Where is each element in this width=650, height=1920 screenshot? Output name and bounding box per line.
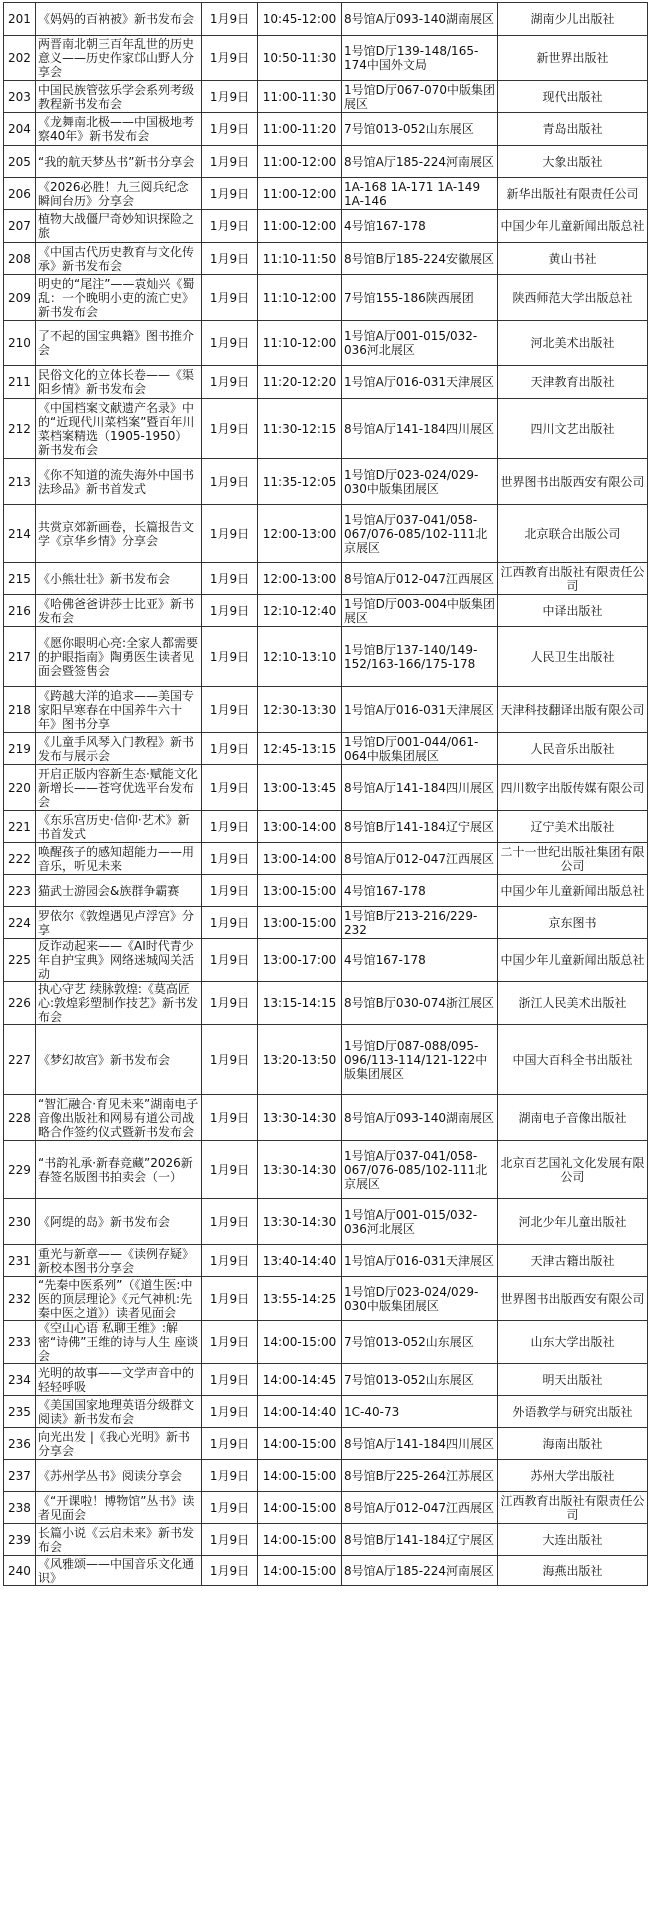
event-venue: 1号馆B厅137-140/149-152/163-166/175-178: [342, 627, 498, 687]
event-number: 227: [4, 1025, 36, 1095]
event-date: 1月9日: [202, 505, 258, 563]
event-venue: 8号馆A厅185-224河南展区: [342, 1556, 498, 1586]
event-publisher: 大连出版社: [498, 1524, 648, 1556]
event-number: 216: [4, 595, 36, 627]
event-date: 1月9日: [202, 275, 258, 321]
event-date: 1月9日: [202, 178, 258, 210]
event-publisher: 中译出版社: [498, 595, 648, 627]
table-row: [4, 1245, 648, 1277]
event-number: 210: [4, 321, 36, 366]
event-time: 11:20-12:20: [258, 366, 342, 399]
event-publisher: 陕西师范大学出版总社: [498, 275, 648, 321]
event-venue: 1号馆A厅016-031天津展区: [342, 687, 498, 733]
event-title: 中国民族管弦乐学会系列考级教程新书发布会: [36, 81, 202, 113]
event-date: 1月9日: [202, 3, 258, 36]
event-publisher: 山东大学出版社: [498, 1321, 648, 1364]
event-publisher: 新世界出版社: [498, 36, 648, 81]
event-title: 共赏京郊新画卷，长篇报告文学《京华乡情》分享会: [36, 505, 202, 563]
event-venue: 4号馆167-178: [342, 210, 498, 243]
event-venue: 4号馆167-178: [342, 875, 498, 907]
event-date: 1月9日: [202, 366, 258, 399]
event-venue: 1A-168 1A-171 1A-149 1A-146: [342, 178, 498, 210]
event-title: 《苏州学丛书》阅读分享会: [36, 1460, 202, 1492]
event-time: 13:55-14:25: [258, 1277, 342, 1321]
event-venue: 8号馆A厅185-224河南展区: [342, 146, 498, 178]
event-venue: 1号馆A厅016-031天津展区: [342, 366, 498, 399]
event-number: 204: [4, 113, 36, 146]
event-publisher: 天津科技翻译出版有限公司: [498, 687, 648, 733]
event-publisher: 天津教育出版社: [498, 366, 648, 399]
event-rows: [4, 3, 648, 1586]
event-number: 209: [4, 275, 36, 321]
table-row: [4, 875, 648, 907]
table-row: [4, 1277, 648, 1321]
event-time: 12:10-12:40: [258, 595, 342, 627]
event-title: 《中国古代历史教育与文化传承》新书发布会: [36, 243, 202, 275]
event-time: 11:30-12:15: [258, 399, 342, 459]
event-time: 14:00-15:00: [258, 1460, 342, 1492]
event-venue: 8号馆B厅225-264江苏展区: [342, 1460, 498, 1492]
event-venue: 7号馆155-186陕西展团: [342, 275, 498, 321]
event-venue: 8号馆A厅093-140湖南展区: [342, 1095, 498, 1141]
event-title: 民俗文化的立体长卷——《渠阳乡情》新书发布会: [36, 366, 202, 399]
event-time: 11:10-12:00: [258, 321, 342, 366]
event-date: 1月9日: [202, 627, 258, 687]
event-publisher: 河北美术出版社: [498, 321, 648, 366]
event-number: 202: [4, 36, 36, 81]
event-title: 《东乐宫历史·信仰·艺术》新书首发式: [36, 811, 202, 843]
event-venue: 1号馆D厅139-148/165-174中国外文局: [342, 36, 498, 81]
event-number: 203: [4, 81, 36, 113]
event-venue: 7号馆013-052山东展区: [342, 1364, 498, 1396]
event-date: 1月9日: [202, 843, 258, 875]
event-number: 212: [4, 399, 36, 459]
event-publisher: 北京百艺国礼文化发展有限公司: [498, 1141, 648, 1199]
event-venue: 1号馆D厅067-070中版集团展区: [342, 81, 498, 113]
event-publisher: 新华出版社有限责任公司: [498, 178, 648, 210]
event-publisher: 中国大百科全书出版社: [498, 1025, 648, 1095]
event-date: 1月9日: [202, 113, 258, 146]
event-venue: 8号馆B厅141-184辽宁展区: [342, 811, 498, 843]
event-number: 226: [4, 982, 36, 1025]
event-number: 220: [4, 765, 36, 811]
event-date: 1月9日: [202, 321, 258, 366]
table-row: [4, 1428, 648, 1460]
event-title: 《小熊壮壮》新书发布会: [36, 563, 202, 595]
event-date: 1月9日: [202, 243, 258, 275]
event-date: 1月9日: [202, 1428, 258, 1460]
event-date: 1月9日: [202, 1364, 258, 1396]
event-date: 1月9日: [202, 875, 258, 907]
event-time: 11:00-12:00: [258, 146, 342, 178]
event-publisher: 青岛出版社: [498, 113, 648, 146]
event-number: 214: [4, 505, 36, 563]
event-date: 1月9日: [202, 399, 258, 459]
event-venue: 4号馆167-178: [342, 939, 498, 982]
event-date: 1月9日: [202, 36, 258, 81]
event-date: 1月9日: [202, 1556, 258, 1586]
table-row: [4, 1396, 648, 1428]
event-time: 14:00-15:00: [258, 1492, 342, 1524]
event-time: 11:10-11:50: [258, 243, 342, 275]
event-venue: 1号馆A厅001-015/032-036河北展区: [342, 1199, 498, 1245]
event-title: 植物大战僵尸奇妙知识探险之旅: [36, 210, 202, 243]
event-title: 两晋南北朝三百年乱世的历史意义——历史作家邙山野人分享会: [36, 36, 202, 81]
table-row: [4, 1460, 648, 1492]
event-title: 《阿缇的岛》新书发布会: [36, 1199, 202, 1245]
event-publisher: 现代出版社: [498, 81, 648, 113]
table-row: [4, 505, 648, 563]
table-row: [4, 3, 648, 36]
event-publisher: 江西教育出版社有限责任公司: [498, 1492, 648, 1524]
event-number: 219: [4, 733, 36, 765]
event-time: 14:00-15:00: [258, 1556, 342, 1586]
event-publisher: 湖南电子音像出版社: [498, 1095, 648, 1141]
event-publisher: 浙江人民美术出版社: [498, 982, 648, 1025]
event-publisher: 天津古籍出版社: [498, 1245, 648, 1277]
event-time: 11:00-12:00: [258, 210, 342, 243]
event-publisher: 海南出版社: [498, 1428, 648, 1460]
event-time: 11:00-11:30: [258, 81, 342, 113]
event-date: 1月9日: [202, 1245, 258, 1277]
event-number: 201: [4, 3, 36, 36]
table-row: [4, 243, 648, 275]
event-time: 12:30-13:30: [258, 687, 342, 733]
event-time: 13:00-14:00: [258, 843, 342, 875]
table-row: [4, 210, 648, 243]
table-row: [4, 765, 648, 811]
event-venue: 8号馆B厅030-074浙江展区: [342, 982, 498, 1025]
event-time: 13:15-14:15: [258, 982, 342, 1025]
table-row: [4, 146, 648, 178]
event-date: 1月9日: [202, 1524, 258, 1556]
event-publisher: 湖南少儿出版社: [498, 3, 648, 36]
event-title: 《空山心语 私聊王维》:解密“诗佛”王维的诗与人生 座谈会: [36, 1321, 202, 1364]
event-time: 13:00-14:00: [258, 811, 342, 843]
event-publisher: 黄山书社: [498, 243, 648, 275]
event-publisher: 中国少年儿童新闻出版总社: [498, 210, 648, 243]
event-number: 235: [4, 1396, 36, 1428]
event-venue: 1号馆D厅087-088/095-096/113-114/121-122中版集团展区: [342, 1025, 498, 1095]
event-venue: 8号馆A厅012-047江西展区: [342, 1492, 498, 1524]
event-number: 233: [4, 1321, 36, 1364]
event-title: 重光与新章——《读例存疑》新校本图书分享会: [36, 1245, 202, 1277]
event-venue: 1号馆B厅213-216/229-232: [342, 907, 498, 939]
event-venue: 1号馆A厅016-031天津展区: [342, 1245, 498, 1277]
event-time: 11:00-11:20: [258, 113, 342, 146]
table-row: [4, 733, 648, 765]
event-date: 1月9日: [202, 1321, 258, 1364]
table-row: [4, 1141, 648, 1199]
event-publisher: 四川数字出版传媒有限公司: [498, 765, 648, 811]
event-date: 1月9日: [202, 1460, 258, 1492]
table-row: [4, 366, 648, 399]
event-title: 长篇小说《云启未来》新书发布会: [36, 1524, 202, 1556]
table-row: [4, 1524, 648, 1556]
event-time: 13:00-15:00: [258, 875, 342, 907]
event-number: 222: [4, 843, 36, 875]
event-publisher: 人民音乐出版社: [498, 733, 648, 765]
table-row: [4, 595, 648, 627]
event-number: 232: [4, 1277, 36, 1321]
event-time: 12:00-13:00: [258, 505, 342, 563]
event-date: 1月9日: [202, 1141, 258, 1199]
event-title: 反诈动起来——《AI时代青少年自护宝典》网络迷城闯关活动: [36, 939, 202, 982]
event-title: 《梦幻故宫》新书发布会: [36, 1025, 202, 1095]
event-title: 明史的“尾注”——袁灿兴《蜀乱：一个晚明小吏的流亡史》新书发布会: [36, 275, 202, 321]
event-time: 12:00-13:00: [258, 563, 342, 595]
event-time: 13:00-13:45: [258, 765, 342, 811]
event-date: 1月9日: [202, 210, 258, 243]
table-row: [4, 178, 648, 210]
table-row: [4, 627, 648, 687]
event-number: 231: [4, 1245, 36, 1277]
event-venue: 1号馆A厅001-015/032-036河北展区: [342, 321, 498, 366]
event-venue: 1号馆D厅023-024/029-030中版集团展区: [342, 1277, 498, 1321]
event-date: 1月9日: [202, 81, 258, 113]
event-date: 1月9日: [202, 982, 258, 1025]
event-title: “先秦中医系列”（《道生医:中医的顶层理论》《元气神机:先秦中医之道》）读者见面会: [36, 1277, 202, 1321]
table-row: [4, 81, 648, 113]
table-row: [4, 1364, 648, 1396]
table-row: [4, 939, 648, 982]
event-date: 1月9日: [202, 687, 258, 733]
event-venue: 8号馆A厅012-047江西展区: [342, 843, 498, 875]
event-publisher: 世界图书出版西安有限公司: [498, 459, 648, 505]
event-publisher: 大象出版社: [498, 146, 648, 178]
event-date: 1月9日: [202, 765, 258, 811]
event-title: 《美国国家地理英语分级群文阅读》新书发布会: [36, 1396, 202, 1428]
table-row: [4, 1321, 648, 1364]
event-venue: 1号馆A厅037-041/058-067/076-085/102-111北京展区: [342, 1141, 498, 1199]
event-date: 1月9日: [202, 1095, 258, 1141]
event-number: 217: [4, 627, 36, 687]
event-number: 215: [4, 563, 36, 595]
event-title: “书韵礼承·新春竞藏”2026新春签名版图书拍卖会（一）: [36, 1141, 202, 1199]
table-row: [4, 1199, 648, 1245]
event-publisher: 江西教育出版社有限责任公司: [498, 563, 648, 595]
event-date: 1月9日: [202, 595, 258, 627]
event-publisher: 四川文艺出版社: [498, 399, 648, 459]
table-row: [4, 843, 648, 875]
event-venue: 8号馆B厅185-224安徽展区: [342, 243, 498, 275]
table-row: [4, 321, 648, 366]
event-date: 1月9日: [202, 1199, 258, 1245]
event-title: 了不起的国宝典籍》图书推介会: [36, 321, 202, 366]
event-publisher: 世界图书出版西安有限公司: [498, 1277, 648, 1321]
event-time: 13:30-14:30: [258, 1095, 342, 1141]
event-title: 执心守艺 续脉敦煌:《莫高匠心:敦煌彩塑制作技艺》新书发布会: [36, 982, 202, 1025]
event-title: 《妈妈的百衲被》新书发布会: [36, 3, 202, 36]
event-title: 唤醒孩子的感知超能力——用音乐，听见未来: [36, 843, 202, 875]
event-number: 229: [4, 1141, 36, 1199]
event-number: 213: [4, 459, 36, 505]
event-time: 12:10-13:10: [258, 627, 342, 687]
event-time: 14:00-15:00: [258, 1524, 342, 1556]
event-publisher: 京东图书: [498, 907, 648, 939]
event-number: 208: [4, 243, 36, 275]
table-row: [4, 563, 648, 595]
event-time: 13:30-14:30: [258, 1141, 342, 1199]
event-title: 《龙舞南北极——中国极地考察40年》新书发布会: [36, 113, 202, 146]
table-row: [4, 687, 648, 733]
event-title: “智汇融合·育见未来”湖南电子音像出版社和网易有道公司战略合作签约仪式暨新书发布会: [36, 1095, 202, 1141]
event-time: 12:45-13:15: [258, 733, 342, 765]
event-number: 205: [4, 146, 36, 178]
event-date: 1月9日: [202, 1277, 258, 1321]
event-publisher: 外语教学与研究出版社: [498, 1396, 648, 1428]
event-date: 1月9日: [202, 1492, 258, 1524]
table-row: [4, 907, 648, 939]
event-number: 239: [4, 1524, 36, 1556]
event-venue: 1C-40-73: [342, 1396, 498, 1428]
table-row: [4, 113, 648, 146]
event-publisher: 中国少年儿童新闻出版总社: [498, 875, 648, 907]
event-title: 猫武士游园会&族群争霸赛: [36, 875, 202, 907]
event-title: 《你不知道的流失海外中国书法珍品》新书首发式: [36, 459, 202, 505]
event-time: 13:00-17:00: [258, 939, 342, 982]
event-number: 211: [4, 366, 36, 399]
event-number: 240: [4, 1556, 36, 1586]
event-title: 向光出发 |《我心光明》新书分享会: [36, 1428, 202, 1460]
event-number: 218: [4, 687, 36, 733]
event-time: 11:35-12:05: [258, 459, 342, 505]
event-time: 14:00-15:00: [258, 1428, 342, 1460]
event-title: 《中国档案文献遗产名录》中的“近现代川菜档案”暨百年川菜档案精选（1905-1950）新书发布会: [36, 399, 202, 459]
event-time: 10:50-11:30: [258, 36, 342, 81]
event-number: 207: [4, 210, 36, 243]
event-title: 《哈佛爸爸讲莎士比亚》新书发布会: [36, 595, 202, 627]
table-row: [4, 1025, 648, 1095]
event-venue: 1号馆A厅037-041/058-067/076-085/102-111北京展区: [342, 505, 498, 563]
event-venue: 8号馆A厅093-140湖南展区: [342, 3, 498, 36]
event-venue: 1号馆D厅023-024/029-030中版集团展区: [342, 459, 498, 505]
event-publisher: 苏州大学出版社: [498, 1460, 648, 1492]
event-publisher: 北京联合出版公司: [498, 505, 648, 563]
event-time: 10:45-12:00: [258, 3, 342, 36]
event-number: 236: [4, 1428, 36, 1460]
event-time: 13:40-14:40: [258, 1245, 342, 1277]
table-row: [4, 1492, 648, 1524]
event-number: 238: [4, 1492, 36, 1524]
event-publisher: 河北少年儿童出版社: [498, 1199, 648, 1245]
event-venue: 1号馆D厅001-044/061-064中版集团展区: [342, 733, 498, 765]
event-date: 1月9日: [202, 939, 258, 982]
event-venue: 8号馆A厅141-184四川展区: [342, 399, 498, 459]
event-publisher: 辽宁美术出版社: [498, 811, 648, 843]
table-row: [4, 1556, 648, 1586]
table-row: [4, 399, 648, 459]
event-time: 14:00-15:00: [258, 1321, 342, 1364]
event-publisher: 海燕出版社: [498, 1556, 648, 1586]
event-title: 《“开课啦！博物馆”丛书》读者见面会: [36, 1492, 202, 1524]
event-venue: 8号馆A厅141-184四川展区: [342, 1428, 498, 1460]
event-date: 1月9日: [202, 1025, 258, 1095]
event-number: 228: [4, 1095, 36, 1141]
event-date: 1月9日: [202, 1396, 258, 1428]
event-venue: 1号馆D厅003-004中版集团展区: [342, 595, 498, 627]
event-time: 13:00-15:00: [258, 907, 342, 939]
event-date: 1月9日: [202, 459, 258, 505]
event-time: 14:00-14:40: [258, 1396, 342, 1428]
table-row: [4, 36, 648, 81]
event-number: 225: [4, 939, 36, 982]
event-number: 230: [4, 1199, 36, 1245]
table-row: [4, 275, 648, 321]
event-publisher: 中国少年儿童新闻出版总社: [498, 939, 648, 982]
event-number: 221: [4, 811, 36, 843]
event-title: 开启正版内容新生态·赋能文化新增长——苍穹优选平台发布会: [36, 765, 202, 811]
event-title: 罗依尔《敦煌遇见卢浮宫》分享: [36, 907, 202, 939]
event-date: 1月9日: [202, 907, 258, 939]
event-venue: 8号馆B厅141-184辽宁展区: [342, 1524, 498, 1556]
event-publisher: 二十一世纪出版社集团有限公司: [498, 843, 648, 875]
event-number: 223: [4, 875, 36, 907]
event-date: 1月9日: [202, 563, 258, 595]
event-title: 光明的故事——文学声音中的轻轻呼吸: [36, 1364, 202, 1396]
event-date: 1月9日: [202, 811, 258, 843]
event-time: 11:10-12:00: [258, 275, 342, 321]
event-time: 11:00-12:00: [258, 178, 342, 210]
event-venue: 8号馆A厅141-184四川展区: [342, 765, 498, 811]
table-row: [4, 459, 648, 505]
event-date: 1月9日: [202, 146, 258, 178]
event-publisher: 明天出版社: [498, 1364, 648, 1396]
event-title: 《跨越大洋的追求——美国专家阳早寒春在中国养牛六十年》图书分享: [36, 687, 202, 733]
event-number: 237: [4, 1460, 36, 1492]
event-number: 206: [4, 178, 36, 210]
table-row: [4, 1095, 648, 1141]
event-date: 1月9日: [202, 733, 258, 765]
event-number: 224: [4, 907, 36, 939]
event-time: 13:30-14:30: [258, 1199, 342, 1245]
event-venue: 7号馆013-052山东展区: [342, 113, 498, 146]
event-title: “我的航天梦丛书”新书分享会: [36, 146, 202, 178]
event-venue: 7号馆013-052山东展区: [342, 1321, 498, 1364]
event-number: 234: [4, 1364, 36, 1396]
event-title: 《儿童手风琴入门教程》新书发布与展示会: [36, 733, 202, 765]
event-title: 《愿你眼明心亮:全家人都需要的护眼指南》陶勇医生读者见面会暨签售会: [36, 627, 202, 687]
event-venue: 8号馆A厅012-047江西展区: [342, 563, 498, 595]
event-title: 《风雅颂——中国音乐文化通识》: [36, 1556, 202, 1586]
event-schedule-table: [3, 2, 648, 1586]
event-time: 14:00-14:45: [258, 1364, 342, 1396]
table-row: [4, 811, 648, 843]
event-title: 《2026必胜！九三阅兵纪念瞬间台历》分享会: [36, 178, 202, 210]
event-publisher: 人民卫生出版社: [498, 627, 648, 687]
table-row: [4, 982, 648, 1025]
event-time: 13:20-13:50: [258, 1025, 342, 1095]
